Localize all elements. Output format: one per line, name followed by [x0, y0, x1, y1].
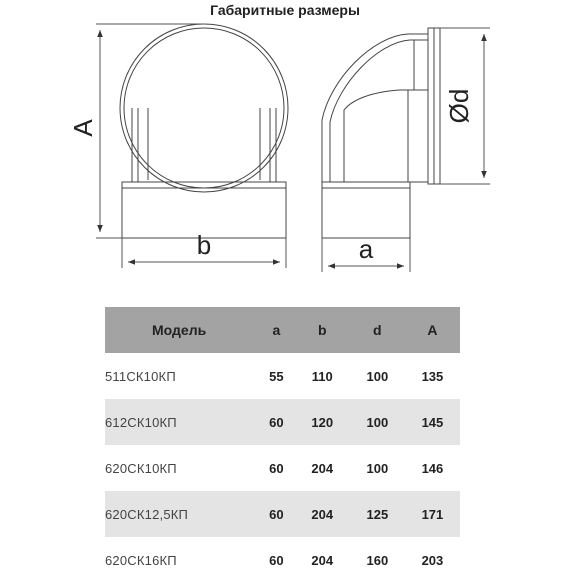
- header-model: Модель: [105, 307, 258, 353]
- cell-model: 620СК10КП: [105, 445, 258, 491]
- cell-a: 60: [258, 445, 295, 491]
- cell-a: 60: [258, 537, 295, 583]
- cell-a: 60: [258, 491, 295, 537]
- side-view: [322, 28, 440, 238]
- cell-b: 204: [295, 537, 350, 583]
- cell-d: 100: [350, 399, 405, 445]
- cell-a: 55: [258, 353, 295, 399]
- label-A: A: [68, 119, 98, 137]
- cell-model: 511СК10КП: [105, 353, 258, 399]
- label-a: a: [358, 234, 374, 264]
- cell-A: 135: [405, 353, 460, 399]
- cell-d: 100: [350, 353, 405, 399]
- cell-b: 110: [295, 353, 350, 399]
- cell-d: 160: [350, 537, 405, 583]
- cell-A: 203: [405, 537, 460, 583]
- cell-model: 620СК16КП: [105, 537, 258, 583]
- cell-A: 145: [405, 399, 460, 445]
- dimension-A: [96, 24, 204, 238]
- table-header-row: [105, 307, 460, 353]
- label-b: b: [196, 230, 212, 260]
- front-view: [120, 24, 288, 238]
- cell-A: 171: [405, 491, 460, 537]
- cell-b: 120: [295, 399, 350, 445]
- cell-a: 60: [258, 399, 295, 445]
- dimensions-table: [105, 307, 460, 583]
- header-A: A: [405, 307, 460, 353]
- table-row: [105, 445, 460, 491]
- table-row: [105, 399, 460, 445]
- cell-d: 100: [350, 445, 405, 491]
- header-a: a: [258, 307, 295, 353]
- header-d: d: [350, 307, 405, 353]
- cell-d: 125: [350, 491, 405, 537]
- cell-A: 146: [405, 445, 460, 491]
- page-title: Габаритные размеры: [210, 2, 360, 18]
- cell-b: 204: [295, 491, 350, 537]
- table-row: [105, 491, 460, 537]
- table-row: [105, 353, 460, 399]
- cell-model: 612СК10КП: [105, 399, 258, 445]
- table-row: [105, 537, 460, 583]
- cell-model: 620СК12,5КП: [105, 491, 258, 537]
- header-b: b: [295, 307, 350, 353]
- cell-b: 204: [295, 445, 350, 491]
- label-d: Ød: [444, 88, 474, 124]
